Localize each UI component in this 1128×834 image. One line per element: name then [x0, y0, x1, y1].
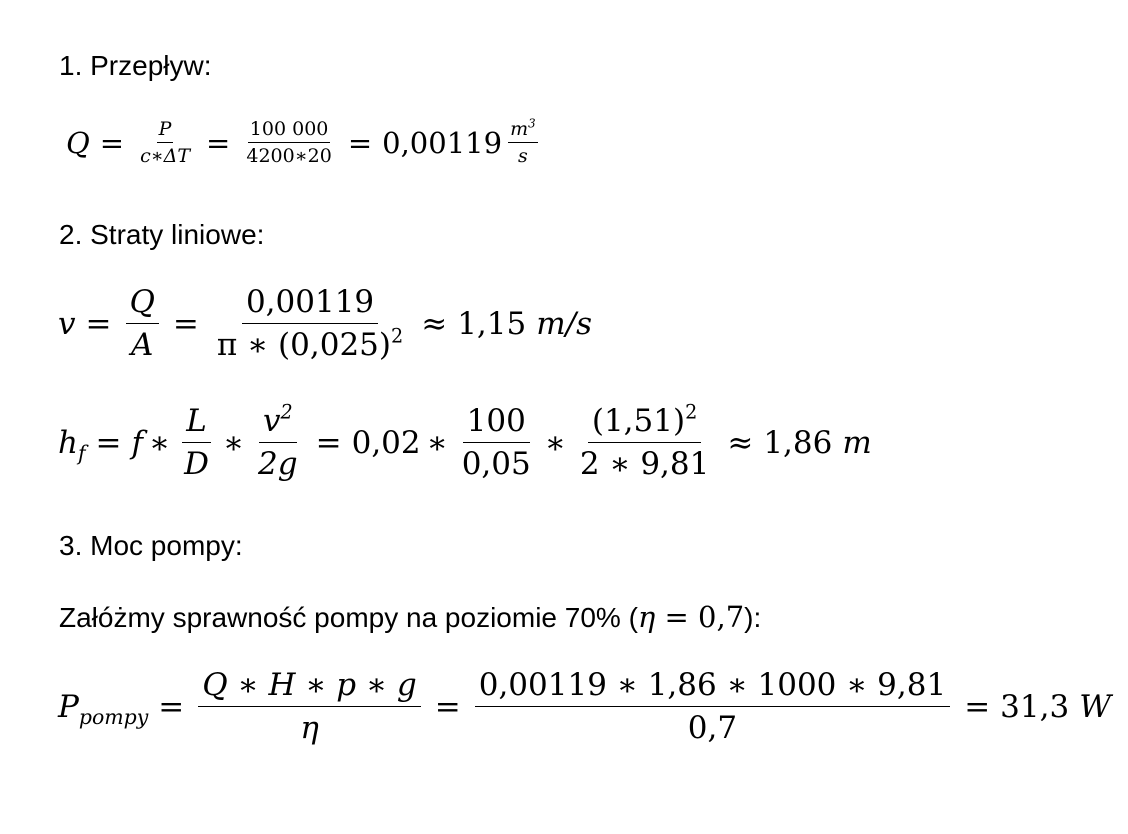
power-value: 31,3 — [1000, 688, 1070, 725]
flow-value: 0,00119 — [382, 125, 503, 160]
velocity-equation — [58, 284, 592, 363]
friction-coefficient: 0,02 — [351, 424, 421, 461]
fraction-numerator: Q — [126, 284, 159, 324]
approx-sign: ≈ — [421, 305, 448, 342]
numerator-base: (1,51) — [591, 403, 686, 439]
fraction-denominator: η — [300, 710, 319, 746]
flow-unit — [508, 118, 538, 167]
equals-sign: = — [172, 305, 199, 342]
multiply-sign: ∗ — [544, 424, 566, 461]
denominator-base: π ∗ (0,025) — [216, 327, 391, 363]
unit-exponent: 3 — [528, 116, 536, 131]
fraction-denominator: 0,05 — [461, 446, 531, 482]
section-heading-line-losses: 2. Straty liniowe: — [59, 219, 265, 250]
multiply-sign: ∗ — [222, 424, 245, 461]
power-unit: W — [1079, 688, 1112, 725]
power-symbol: P — [58, 688, 79, 725]
equals-sign: = — [655, 600, 699, 634]
velocity-value: 1,15 — [457, 305, 527, 342]
equals-sign: = — [99, 125, 125, 160]
numerator-exponent: 2 — [280, 400, 293, 424]
equals-sign: = — [964, 688, 991, 725]
power-subscript: pompy — [78, 704, 149, 729]
fraction-denominator — [213, 324, 407, 363]
fraction-numerator: L — [182, 403, 211, 443]
fraction-denominator: c∗ΔT — [140, 145, 191, 167]
multiply-sign: ∗ — [426, 424, 448, 461]
sentence-text-after: ): — [744, 602, 762, 633]
fraction-denominator: 2 ∗ 9,81 — [579, 446, 710, 482]
headloss-value: 1,86 — [763, 424, 833, 461]
fraction-denominator: 4200∗20 — [246, 145, 332, 167]
unit-denominator: s — [517, 145, 528, 167]
fraction-velocity-head — [576, 400, 714, 482]
fraction-numerator: 100 — [463, 403, 530, 443]
fraction-numeric — [213, 284, 407, 363]
fraction-numeric-power — [475, 667, 950, 746]
headloss-symbol: h — [58, 424, 78, 461]
section-heading-pump-power: 3. Moc pompy: — [59, 530, 243, 561]
equals-sign: = — [434, 688, 461, 725]
flow-lhs: Q — [66, 125, 90, 160]
approx-sign: ≈ — [727, 424, 754, 461]
section-heading-flow: 1. Przepływ: — [59, 50, 212, 81]
fraction-numerator: P — [157, 118, 174, 143]
fraction-symbolic-power — [198, 667, 420, 746]
multiply-sign: ∗ — [149, 424, 171, 461]
equals-sign: = — [347, 125, 373, 160]
efficiency-sentence — [59, 600, 761, 634]
fraction-numerator: Q ∗ H ∗ p ∗ g — [198, 667, 420, 707]
unit-base: m — [510, 118, 529, 140]
numerator-base: v — [262, 403, 281, 439]
unit-numerator — [508, 118, 538, 143]
fraction-denominator: D — [184, 446, 209, 482]
power-lhs — [58, 688, 149, 729]
fraction-numerator: 100 000 — [248, 118, 331, 143]
friction-factor: f — [131, 424, 144, 461]
sentence-text-before: Załóżmy sprawność pompy na poziomie 70% ( — [59, 602, 638, 633]
fraction-denominator: 2g — [258, 446, 298, 482]
headloss-lhs — [58, 424, 86, 465]
equals-sign: = — [315, 424, 342, 461]
fraction-q-over-a — [126, 284, 159, 363]
fraction-numerator — [588, 400, 701, 443]
numerator-exponent: 2 — [685, 400, 698, 424]
fraction-numerator: 0,00119 ∗ 1,86 ∗ 1000 ∗ 9,81 — [475, 667, 950, 707]
pump-power-equation — [58, 667, 1111, 746]
fraction-numerator: 0,00119 — [242, 284, 378, 324]
fraction-numeric — [244, 118, 333, 167]
fraction-power-over-heat — [138, 118, 192, 167]
equals-sign: = — [158, 688, 185, 725]
efficiency-value: 0,7 — [698, 600, 745, 634]
velocity-lhs: v — [58, 305, 76, 342]
fraction-numerator — [259, 400, 297, 443]
fraction-denominator: A — [131, 327, 154, 363]
fraction-denominator: 0,7 — [687, 710, 738, 746]
headloss-equation — [58, 400, 872, 482]
denominator-exponent: 2 — [391, 324, 404, 348]
equals-sign: = — [206, 125, 231, 160]
headloss-unit: m — [842, 424, 872, 461]
fraction-v2-over-2g — [254, 400, 302, 482]
equals-sign: = — [95, 424, 122, 461]
flow-equation — [66, 118, 542, 167]
fraction-length-over-diameter — [458, 403, 535, 482]
eta-symbol: η — [637, 600, 656, 634]
headloss-subscript: f — [77, 440, 86, 465]
velocity-unit: m/s — [536, 305, 592, 342]
equals-sign: = — [85, 305, 112, 342]
fraction-l-over-d — [180, 403, 213, 482]
